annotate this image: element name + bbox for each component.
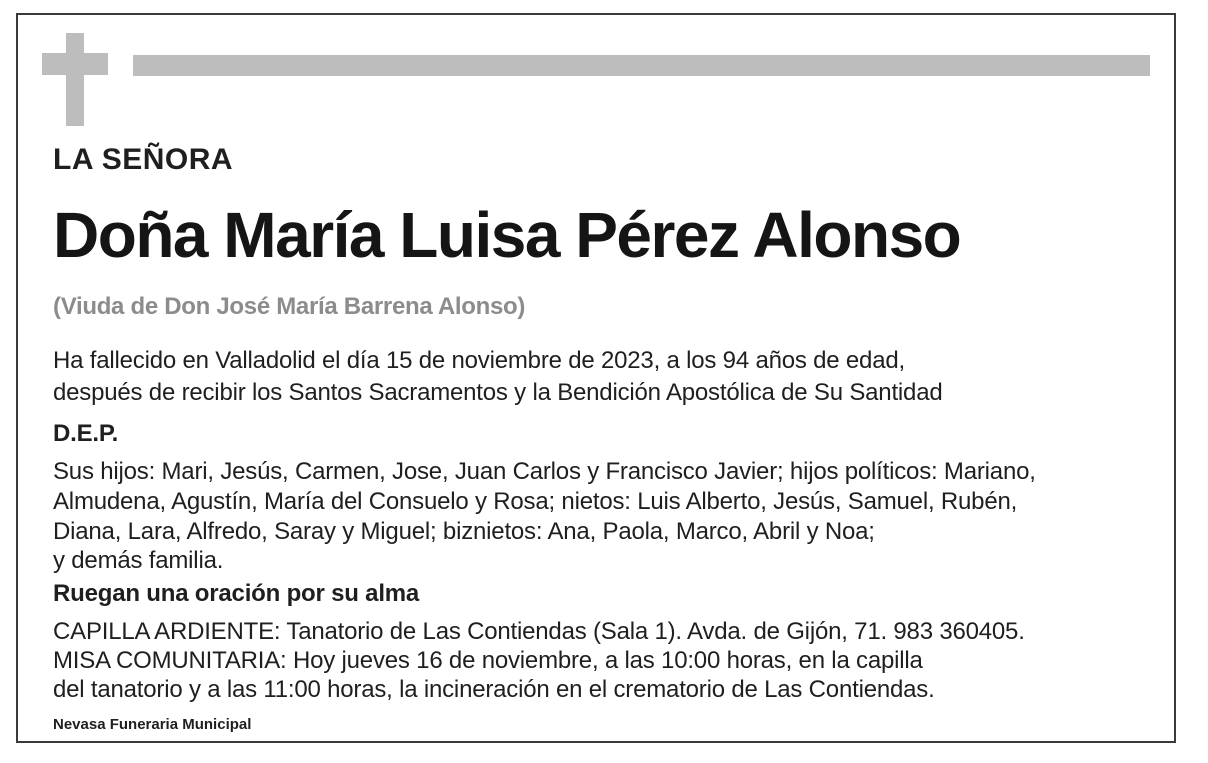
header-rule — [133, 55, 1150, 76]
cross-icon-horizontal — [42, 53, 108, 75]
dep-label: D.E.P. — [53, 420, 119, 447]
honorific: LA SEÑORA — [53, 143, 234, 176]
announcement-line-2: después de recibir los Santos Sacramentos y la Bendición Apostólica de Su Santidad — [53, 379, 943, 406]
family-line-2: Almudena, Agustín, María del Consuelo y Rosa; nietos: Luis Alberto, Jesús, Samuel, Rubén, — [53, 488, 1018, 515]
family-line-3: Diana, Lara, Alfredo, Saray y Miguel; biznietos: Ana, Paola, Marco, Abril y Noa; — [53, 518, 875, 545]
details-line-3: del tanatorio y a las 11:00 horas, la incineración en el crematorio de Las Contiendas. — [53, 676, 935, 703]
prayer-request: Ruegan una oración por su alma — [53, 580, 420, 607]
widow-subtitle: (Viuda de Don José María Barrena Alonso) — [53, 293, 526, 320]
family-line-4: y demás familia. — [53, 547, 224, 574]
family-line-1: Sus hijos: Mari, Jesús, Carmen, Jose, Juan Carlos y Francisco Javier; hijos políticos: Mariano, — [53, 458, 1036, 485]
deceased-name: Doña María Luisa Pérez Alonso — [53, 199, 961, 271]
announcement-line-1: Ha fallecido en Valladolid el día 15 de noviembre de 2023, a los 94 años de edad, — [53, 347, 905, 374]
details-line-1: CAPILLA ARDIENTE: Tanatorio de Las Contiendas (Sala 1). Avda. de Gijón, 71. 983 360405. — [53, 618, 1025, 645]
funeral-home: Nevasa Funeraria Municipal — [53, 716, 252, 733]
cross-icon-vertical — [66, 33, 84, 126]
details-line-2: MISA COMUNITARIA: Hoy jueves 16 de noviembre, a las 10:00 horas, en la capilla — [53, 647, 923, 674]
